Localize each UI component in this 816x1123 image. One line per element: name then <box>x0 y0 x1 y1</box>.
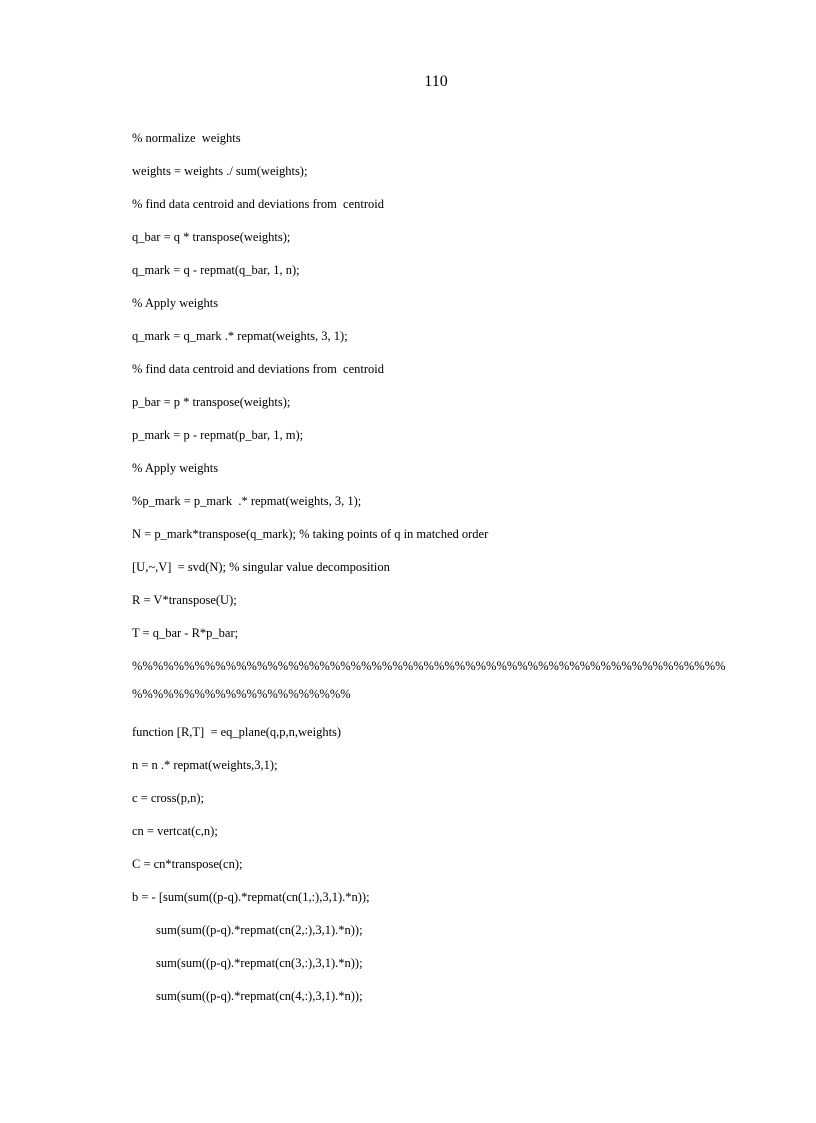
code-line: N = p_mark*transpose(q_mark); % taking points of q in matched order <box>132 527 489 541</box>
code-line: weights = weights ./ sum(weights); <box>132 164 308 178</box>
code-line: sum(sum((p-q).*repmat(cn(2,:),3,1).*n)); <box>156 923 363 937</box>
code-line: sum(sum((p-q).*repmat(cn(4,:),3,1).*n)); <box>156 989 363 1003</box>
code-line: b = - [sum(sum((p-q).*repmat(cn(1,:),3,1).*n)); <box>132 890 370 904</box>
code-line: cn = vertcat(c,n); <box>132 824 218 838</box>
code-line: %p_mark = p_mark .* repmat(weights, 3, 1); <box>132 494 362 508</box>
comment-separator-line: %%%%%%%%%%%%%%%%%%%%%%%%%%%%%%%%%%%%%%%%%%%%%%%%%%%%%%%%% <box>132 659 726 673</box>
code-line: c = cross(p,n); <box>132 791 204 805</box>
comment-separator-line: %%%%%%%%%%%%%%%%%%%%% <box>132 687 351 701</box>
code-line: % find data centroid and deviations from centroid <box>132 197 385 211</box>
code-listing <box>132 122 752 1013</box>
code-line: % find data centroid and deviations from centroid <box>132 362 385 376</box>
code-line: p_mark = p - repmat(p_bar, 1, m); <box>132 428 304 442</box>
code-line: sum(sum((p-q).*repmat(cn(3,:),3,1).*n)); <box>156 956 363 970</box>
code-line: p_bar = p * transpose(weights); <box>132 395 291 409</box>
code-line: % Apply weights <box>132 461 219 475</box>
code-line: C = cn*transpose(cn); <box>132 857 243 871</box>
code-line: q_bar = q * transpose(weights); <box>132 230 291 244</box>
code-line: % Apply weights <box>132 296 219 310</box>
code-line: q_mark = q_mark .* repmat(weights, 3, 1); <box>132 329 348 343</box>
code-line: n = n .* repmat(weights,3,1); <box>132 758 278 772</box>
code-line: % normalize weights <box>132 131 241 145</box>
page-number: 110 <box>424 73 448 90</box>
code-line: function [R,T] = eq_plane(q,p,n,weights) <box>132 725 342 739</box>
code-line: [U,~,V] = svd(N); % singular value decomposition <box>132 560 390 574</box>
code-line: T = q_bar - R*p_bar; <box>132 626 239 640</box>
code-line: q_mark = q - repmat(q_bar, 1, n); <box>132 263 300 277</box>
code-line: R = V*transpose(U); <box>132 593 237 607</box>
